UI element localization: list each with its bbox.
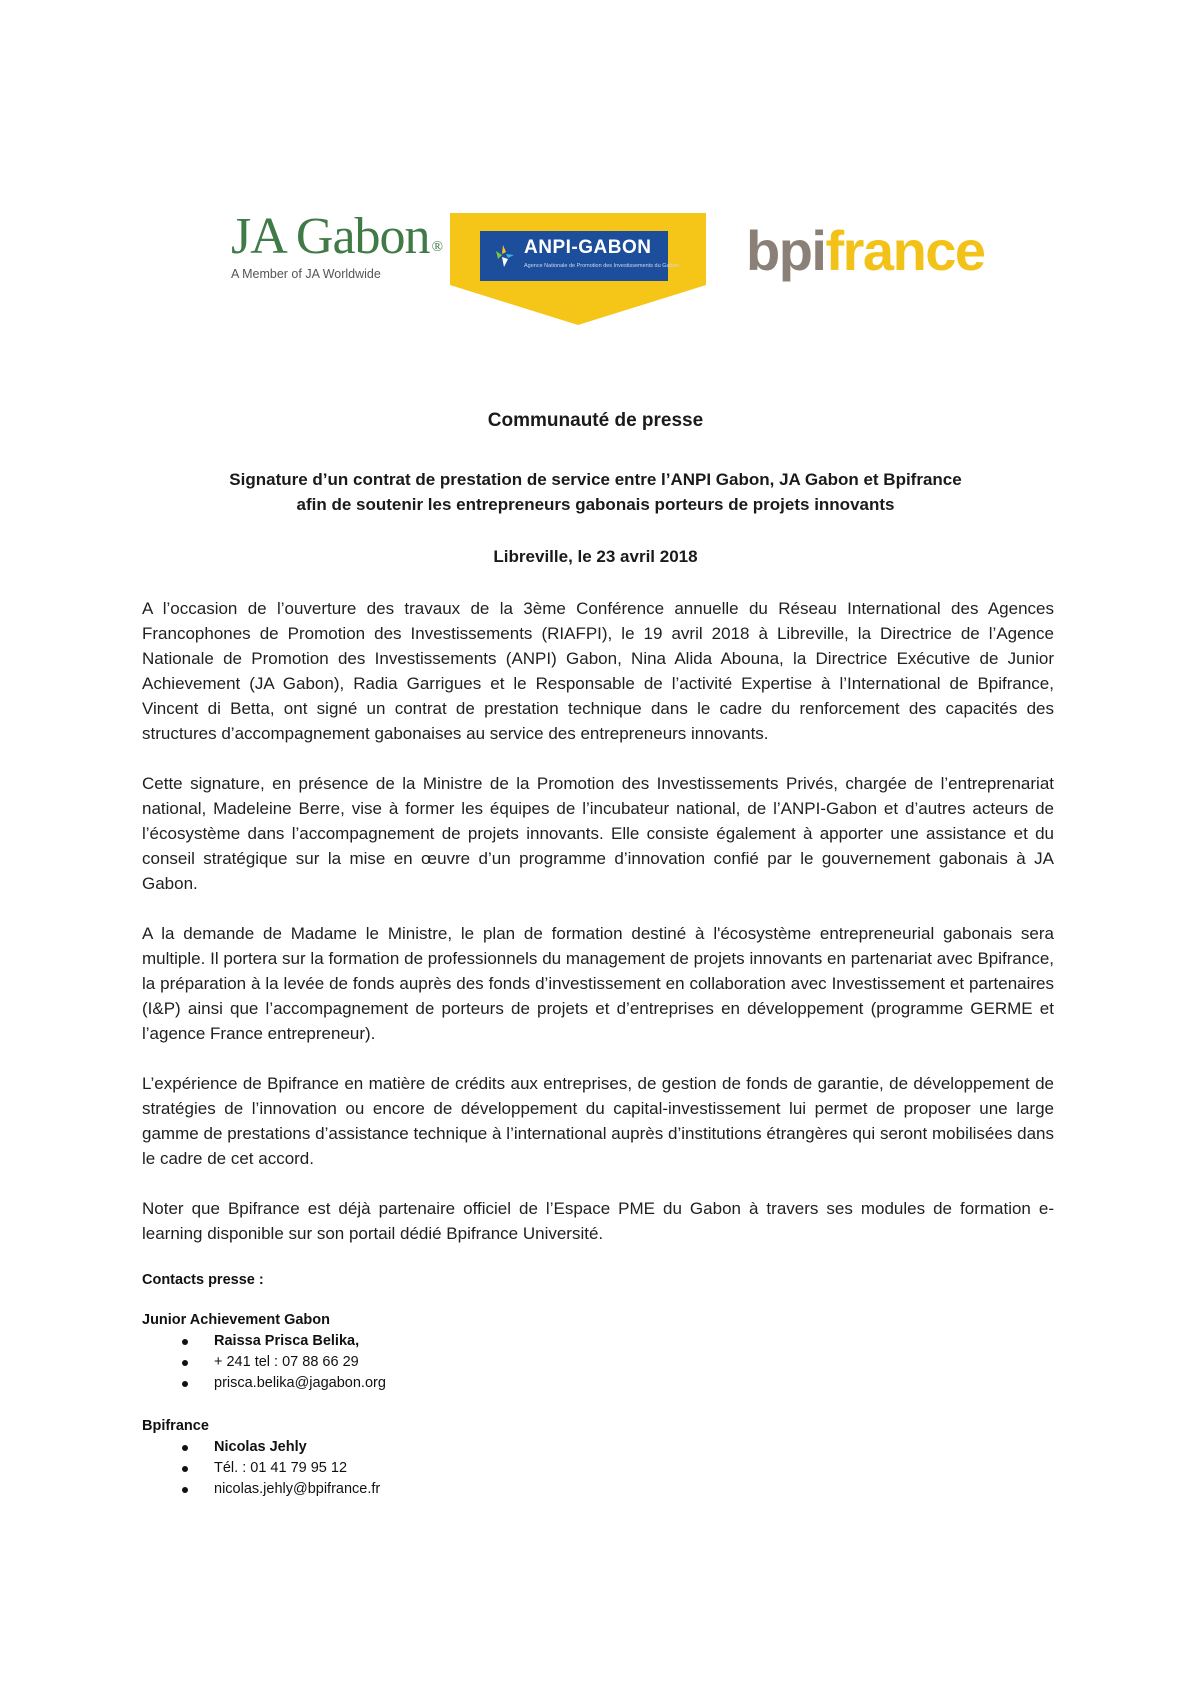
bullet-icon xyxy=(182,1445,188,1451)
contact-name: Nicolas Jehly xyxy=(214,1439,307,1455)
anpi-blue-box xyxy=(480,231,679,281)
anpi-gabon-logo xyxy=(450,213,706,325)
contacts-heading: Contacts presse : xyxy=(142,1272,264,1288)
bpi-logo-part2: france xyxy=(825,219,985,282)
list-item[interactable] xyxy=(142,1479,386,1500)
contact-list-ja xyxy=(142,1331,386,1394)
anpi-logo-tagline: Agence Nationale de Promotion des Investissements du Gabon xyxy=(524,263,679,269)
bullet-icon xyxy=(182,1360,188,1366)
ja-logo-subtitle: A Member of JA Worldwide xyxy=(231,267,381,281)
ja-logo-text: JA Gabon xyxy=(231,208,430,265)
list-item xyxy=(142,1331,386,1352)
contact-phone: + 241 tel : 07 88 66 29 xyxy=(214,1354,359,1370)
bpi-logo-part1: bpi xyxy=(746,219,826,282)
ja-gabon-logo xyxy=(231,208,442,281)
contact-name: Raissa Prisca Belika, xyxy=(214,1333,360,1349)
document-title: Communauté de presse xyxy=(487,410,704,431)
paragraph-3: A la demande de Madame le Ministre, le plan de formation destiné à l'écosystème entrepreneurial gabonais sera multiple. Il portera sur la formation de professionnels du management de projets innovants en partenariat avec Bpifrance, la préparation à la levée de fonds auprès des fonds d’investissement en collaboration avec Investissement et partenaires (I&P) ainsi que l’accompagnement de porteurs de projets et d’entreprises en développement (programme GERME et l’agence France entrepreneur). xyxy=(142,924,1054,1043)
bullet-icon xyxy=(182,1339,188,1345)
anpi-logo-text: ANPI-GABON xyxy=(524,237,652,258)
document-subtitle xyxy=(0,467,1191,517)
logo-row xyxy=(0,195,1191,335)
paragraph-2: Cette signature, en présence de la Ministre de la Promotion des Investissements Privés, chargée de l’entreprenariat national, Madeleine Berre, vise à former les équipes de l’incubateur national, de l’ANPI-Gabon et d’autres acteurs de l’écosystème dans l’accompagnement de projets innovants. Elle consiste également à apporter une assistance et du conseil stratégique sur la mise en œuvre d’un programme d’innovation confié par le gouvernement gabonais à JA Gabon. xyxy=(142,774,1054,893)
list-item xyxy=(142,1437,386,1458)
contact-email[interactable]: nicolas.jehly@bpifrance.fr xyxy=(214,1481,381,1497)
subtitle-line-2: afin de soutenir les entrepreneurs gabonais porteurs de projets innovants xyxy=(296,495,895,514)
paragraph-1: A l’occasion de l’ouverture des travaux de la 3ème Conférence annuelle du Réseau International des Agences Francophones de Promotion des Investissements (RIAFPI), le 19 avril 2018 à Libreville, la Directrice de l’Agence Nationale de Promotion des Investissements (ANPI) Gabon, Nina Alida Abouna, la Directrice Exécutive de Junior Achievement (JA Gabon), Radia Garrigues et le Responsable de l’activité Expertise à l’International de Bpifrance, Vincent di Betta, ont signé un contrat de prestation technique dans le cadre du renforcement des capacités des structures d’accompagnement gabonaises au service des entrepreneurs innovants. xyxy=(142,599,1054,743)
bullet-icon xyxy=(182,1466,188,1472)
contact-org-bpi: Bpifrance xyxy=(142,1418,209,1434)
ja-logo-reg: ® xyxy=(431,239,442,255)
paragraph-5: Noter que Bpifrance est déjà partenaire officiel de l’Espace PME du Gabon à travers ses modules de formation e-learning disponible sur son portail dédié Bpifrance Université. xyxy=(142,1199,1054,1243)
document-date: Libreville, le 23 avril 2018 xyxy=(493,547,698,566)
subtitle-line-1: Signature d’un contrat de prestation de service entre l’ANPI Gabon, JA Gabon et Bpifrance xyxy=(229,470,962,489)
bpifrance-logo xyxy=(746,221,985,281)
contact-email[interactable]: prisca.belika@jagabon.org xyxy=(214,1375,386,1391)
contact-phone: Tél. : 01 41 79 95 12 xyxy=(214,1460,348,1476)
bullet-icon xyxy=(182,1487,188,1493)
contact-list-bpi xyxy=(142,1437,386,1500)
list-item xyxy=(142,1352,386,1373)
press-contacts xyxy=(142,1272,386,1500)
list-item xyxy=(142,1458,386,1479)
paragraph-4: L’expérience de Bpifrance en matière de crédits aux entreprises, de gestion de fonds de garantie, de développement de stratégies de l’innovation ou encore de développement du capital-investissement lui permet de proposer une large gamme de prestations d’assistance technique à l’international auprès d’institutions étrangères qui seront mobilisées dans le cadre de cet accord. xyxy=(142,1074,1054,1168)
bullet-icon xyxy=(182,1381,188,1387)
contact-org-ja: Junior Achievement Gabon xyxy=(142,1312,330,1328)
anpi-emblem-icon xyxy=(490,243,516,269)
list-item[interactable] xyxy=(142,1373,386,1394)
